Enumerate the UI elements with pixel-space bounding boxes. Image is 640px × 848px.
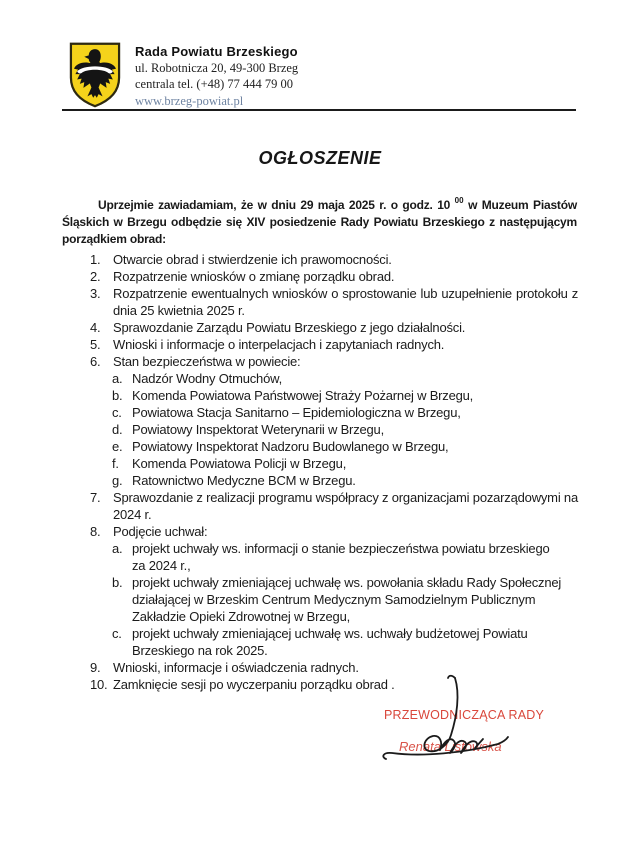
agenda-list — [62, 251, 578, 693]
agenda-item-2: 2. Rozpatrzenie wniosków o zmianę porządku obrad. — [90, 269, 395, 284]
org-phone: centrala tel. (+48) 77 444 79 00 — [135, 77, 294, 91]
intro-line-2: Śląskich w Brzegu odbędzie się XIV posiedzenie Rady Powiatu Brzeskiego z następującym — [62, 215, 577, 229]
agenda-subitem-8a: a. projekt uchwały ws. informacji o stanie bezpieczeństwa powiatu brzeskiego za 2024 r., — [112, 541, 550, 573]
agenda-item-5: 5. Wnioski i informacje o interpelacjach i zapytaniach radnych. — [90, 337, 445, 352]
agenda-item-1: 1. Otwarcie obrad i stwierdzenie ich prawomocności. — [90, 252, 392, 267]
agenda-item-10: 10. Zamknięcie sesji po wyczerpaniu porządku obrad . — [90, 677, 395, 692]
stamp-role: PRZEWODNICZĄCA RADY — [384, 708, 545, 722]
intro-line-1: Uprzejmie zawiadamiam, że w dniu 29 maja 2025 r. o godz. 10 $^{00}$ w Muzeum Piastów — [98, 196, 577, 212]
handwritten-signature-icon — [372, 672, 522, 767]
header-divider — [62, 109, 576, 111]
agenda-item-9: 9. Wnioski, informacje i oświadczenia radnych. — [90, 660, 359, 675]
org-address: ul. Robotnicza 20, 49-300 Brzeg — [135, 60, 299, 75]
agenda-subitem-8c: c. projekt uchwały zmieniającej uchwałę ws. uchwały budżetowej Powiatu Brzeskiego na rok 2025. — [112, 626, 528, 658]
agenda-item-3: 3. Rozpatrzenie ewentualnych wniosków o sprostowanie lub uzupełnienie protokołu z dnia 25 kwietnia 2025 r. — [90, 286, 578, 318]
stamp-name: Renata Listowska — [399, 739, 502, 754]
agenda-item-8: 8. Podjęcie uchwał: — [90, 524, 208, 539]
org-name: Rada Powiatu Brzeskiego — [135, 44, 298, 59]
letterhead-text — [135, 42, 298, 110]
time-superscript: 00 — [454, 196, 464, 205]
agenda-subitem-6e: e. Powiatowy Inspektorat Nadzoru Budowlanego w Brzegu, — [112, 439, 449, 454]
document-title: OGŁOSZENIE — [258, 148, 382, 168]
agenda-subitem-6a: a. Nadzór Wodny Otmuchów, — [112, 371, 282, 386]
agenda-subitem-6c: c. Powiatowa Stacja Sanitarno – Epidemiologiczna w Brzegu, — [112, 405, 461, 420]
agenda-subitem-6b: b. Komenda Powiatowa Państwowej Straży Pożarnej w Brzegu, — [112, 388, 474, 403]
agenda-subitem-8b: b. projekt uchwały zmieniającej uchwałę ws. powołania składu Rady Społecznej działającej w Brzeskim Centrum Medycznym Samodzielnym Publicznym Zakładzie Opieki Zdrowotnej w Brzegu, — [112, 575, 562, 624]
agenda-item-4: 4. Sprawozdanie Zarządu Powiatu Brzeskiego z jego działalności. — [90, 320, 466, 335]
intro-paragraph — [62, 193, 577, 248]
org-website-link[interactable]: www.brzeg-powiat.pl — [135, 94, 244, 108]
agenda-subitem-6f: f. Komenda Powiatowa Policji w Brzegu, — [112, 456, 347, 471]
letterhead — [68, 42, 298, 110]
agenda-subitem-6g: g. Ratownictwo Medyczne BCM w Brzegu. — [112, 473, 356, 488]
agenda-item-7: 7. Sprawozdanie z realizacji programu współpracy z organizacjami pozarządowymi na 2024 r. — [90, 490, 578, 522]
intro-line-3: porządkiem obrad: — [62, 232, 166, 246]
county-crest-icon — [68, 42, 122, 108]
agenda-subitem-6d: d. Powiatowy Inspektorat Weterynarii w Brzegu, — [112, 422, 384, 437]
agenda-item-6: 6. Stan bezpieczeństwa w powiecie: — [90, 354, 301, 369]
